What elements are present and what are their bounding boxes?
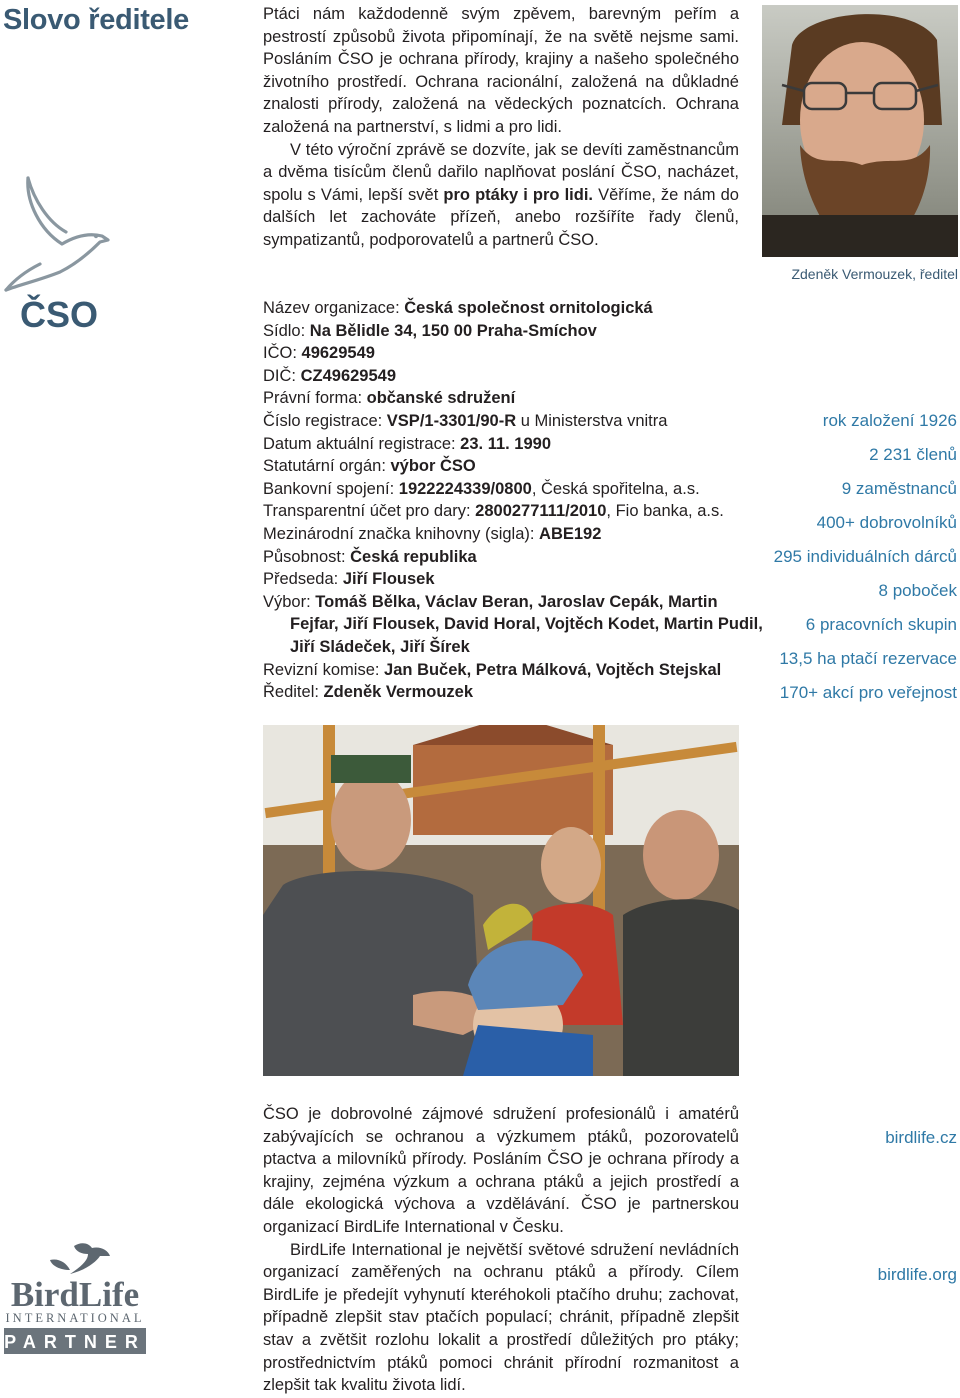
stat-item: 8 poboček [878, 581, 957, 600]
about-paragraph-cso: ČSO je dobrovolné zájmové sdružení profesionálů i amatérů zabývajících se ochranou a výzkumem ptáků, pozorovatelů ptactva a milovníků přírody. Posláním ČSO je ochrana přírody a krajiny, zejména výzkum a ochrana ptáků a jejich prostředí a dále ekologická výchova a vzdělávání. ČSO je partnerskou organizací BirdLife International v Česku. [263, 1105, 739, 1236]
stat-item: 170+ akcí pro veřejnost [779, 683, 957, 702]
info-row-committee: Výbor: Tomáš Bělka, Václav Beran, Jaroslav Cepák, Martin Fejfar, Jiří Flousek, David Horal, Vojtěch Kodet, Martin Pudil, Jiří Sládeček, Jiří Šírek [263, 592, 763, 656]
info-row-scope: Působnost: Česká republika [263, 547, 477, 566]
birdlife-partner-logo-icon [4, 1240, 146, 1358]
intro-p2-bold: pro ptáky i pro lidi. [443, 185, 593, 204]
info-row-chairman: Předseda: Jiří Flousek [263, 570, 435, 589]
info-row-ico: IČO: 49629549 [263, 344, 375, 363]
stat-item: 6 pracovních skupin [805, 615, 957, 634]
intro-p2-text-end: Věříme, že nám do dalších let zachováte přízeň, anebo rozšíříte řady členů, sympatizantů, podporovatelů a partnerů ČSO. [263, 185, 739, 249]
info-row-audit-committee: Revizní komise: Jan Buček, Petra Málková, Vojtěch Stejskal [263, 660, 722, 679]
info-row-director: Ředitel: Zdeněk Vermouzek [263, 683, 474, 702]
about-text [263, 1103, 739, 1397]
stat-item: 2 231 členů [869, 445, 957, 464]
intro-paragraph-1: Ptáci nám každodenně svým zpěvem, barevným peřím a pestrostí způsobů života připomínají, že na světě nejsme sami. Posláním ČSO je ochrana přírody, krajiny a našeho společného životního prostředí. Ochrana racionální, založená na důkladné znalosti přírody, založená na vědeckých poznatcích. Ochrana založená na partnerství, s lidmi a pro lidi. [263, 5, 739, 136]
stat-item: 295 individuálních dárců [773, 547, 957, 566]
info-row-transparent-account: Transparentní účet pro dary: 2800277111/2010, Fio banka, a.s. [263, 502, 724, 521]
birdlife-logo-name: BirdLife [10, 1275, 140, 1314]
intro-paragraph-2 [263, 139, 739, 252]
portrait-caption: Zdeněk Vermouzek, ředitel [791, 266, 958, 282]
info-row-library-code: Mezinárodní značka knihovny (sigla): ABE192 [263, 524, 602, 543]
about-paragraph-birdlife: BirdLife International je největší světové sdružení nevládních organizací zaměřených na ochranu ptáků a přírody. Cílem BirdLife je předejít vyhynutí kteréhokoli ptačího druhu; zachovat, případně zlepšit stav ptačích populací; chránit, případně zlepšit stav a zvětšit rozlohu lokalit a prostředí důležitých pro ptáky; prostřednictvím ptáků pomoci chránit přírodní rozmanitost a zlepšit tak kvalitu života lidí. [263, 1240, 739, 1395]
intro-p2-text: V této výroční zprávě se dozvíte, jak se devíti zaměstnancům a dvěma tisícům členů dařilo naplňovat poslání ČSO, nacházet, spolu s Vámi, lepší svět [263, 140, 739, 204]
birdlife-logo-subtitle: INTERNATIONAL [5, 1311, 145, 1325]
birdlife-org-link[interactable]: birdlife.org [877, 1265, 957, 1284]
bird-ringing-event-photo [263, 725, 739, 1076]
info-row-bank: Bankovní spojení: 1922224339/0800, Česká spořitelna, a.s. [263, 479, 700, 498]
info-row-address: Sídlo: Na Bělidle 34, 150 00 Praha-Smíchov [263, 321, 597, 340]
intro-text [263, 3, 739, 252]
cso-logo-text: ČSO [20, 294, 99, 335]
stat-item: rok založení 1926 [822, 411, 957, 430]
birdlife-cz-link[interactable]: birdlife.cz [885, 1128, 957, 1147]
stat-item: 400+ dobrovolníků [816, 513, 957, 532]
info-row-registration: Číslo registrace: VSP/1-3301/90-R u Ministerstva vnitra [263, 411, 668, 430]
info-row-statutory-body: Statutární orgán: výbor ČSO [263, 457, 476, 476]
birdlife-logo-badge: PARTNER [4, 1332, 146, 1352]
stat-item: 13,5 ha ptačí rezervace [779, 649, 957, 668]
page-title: Slovo ředitele [3, 4, 189, 36]
info-row-name: Název organizace: Česká společnost ornitologická [263, 299, 653, 317]
info-row-registration-date: Datum aktuální registrace: 23. 11. 1990 [263, 434, 552, 453]
stat-item: 9 zaměstnanců [841, 479, 957, 498]
organization-info [263, 297, 763, 704]
stats-list [760, 408, 957, 714]
director-portrait-photo [762, 5, 958, 257]
info-row-legal-form: Právní forma: občanské sdružení [263, 389, 516, 408]
info-row-dic: DIČ: CZ49629549 [263, 366, 397, 385]
